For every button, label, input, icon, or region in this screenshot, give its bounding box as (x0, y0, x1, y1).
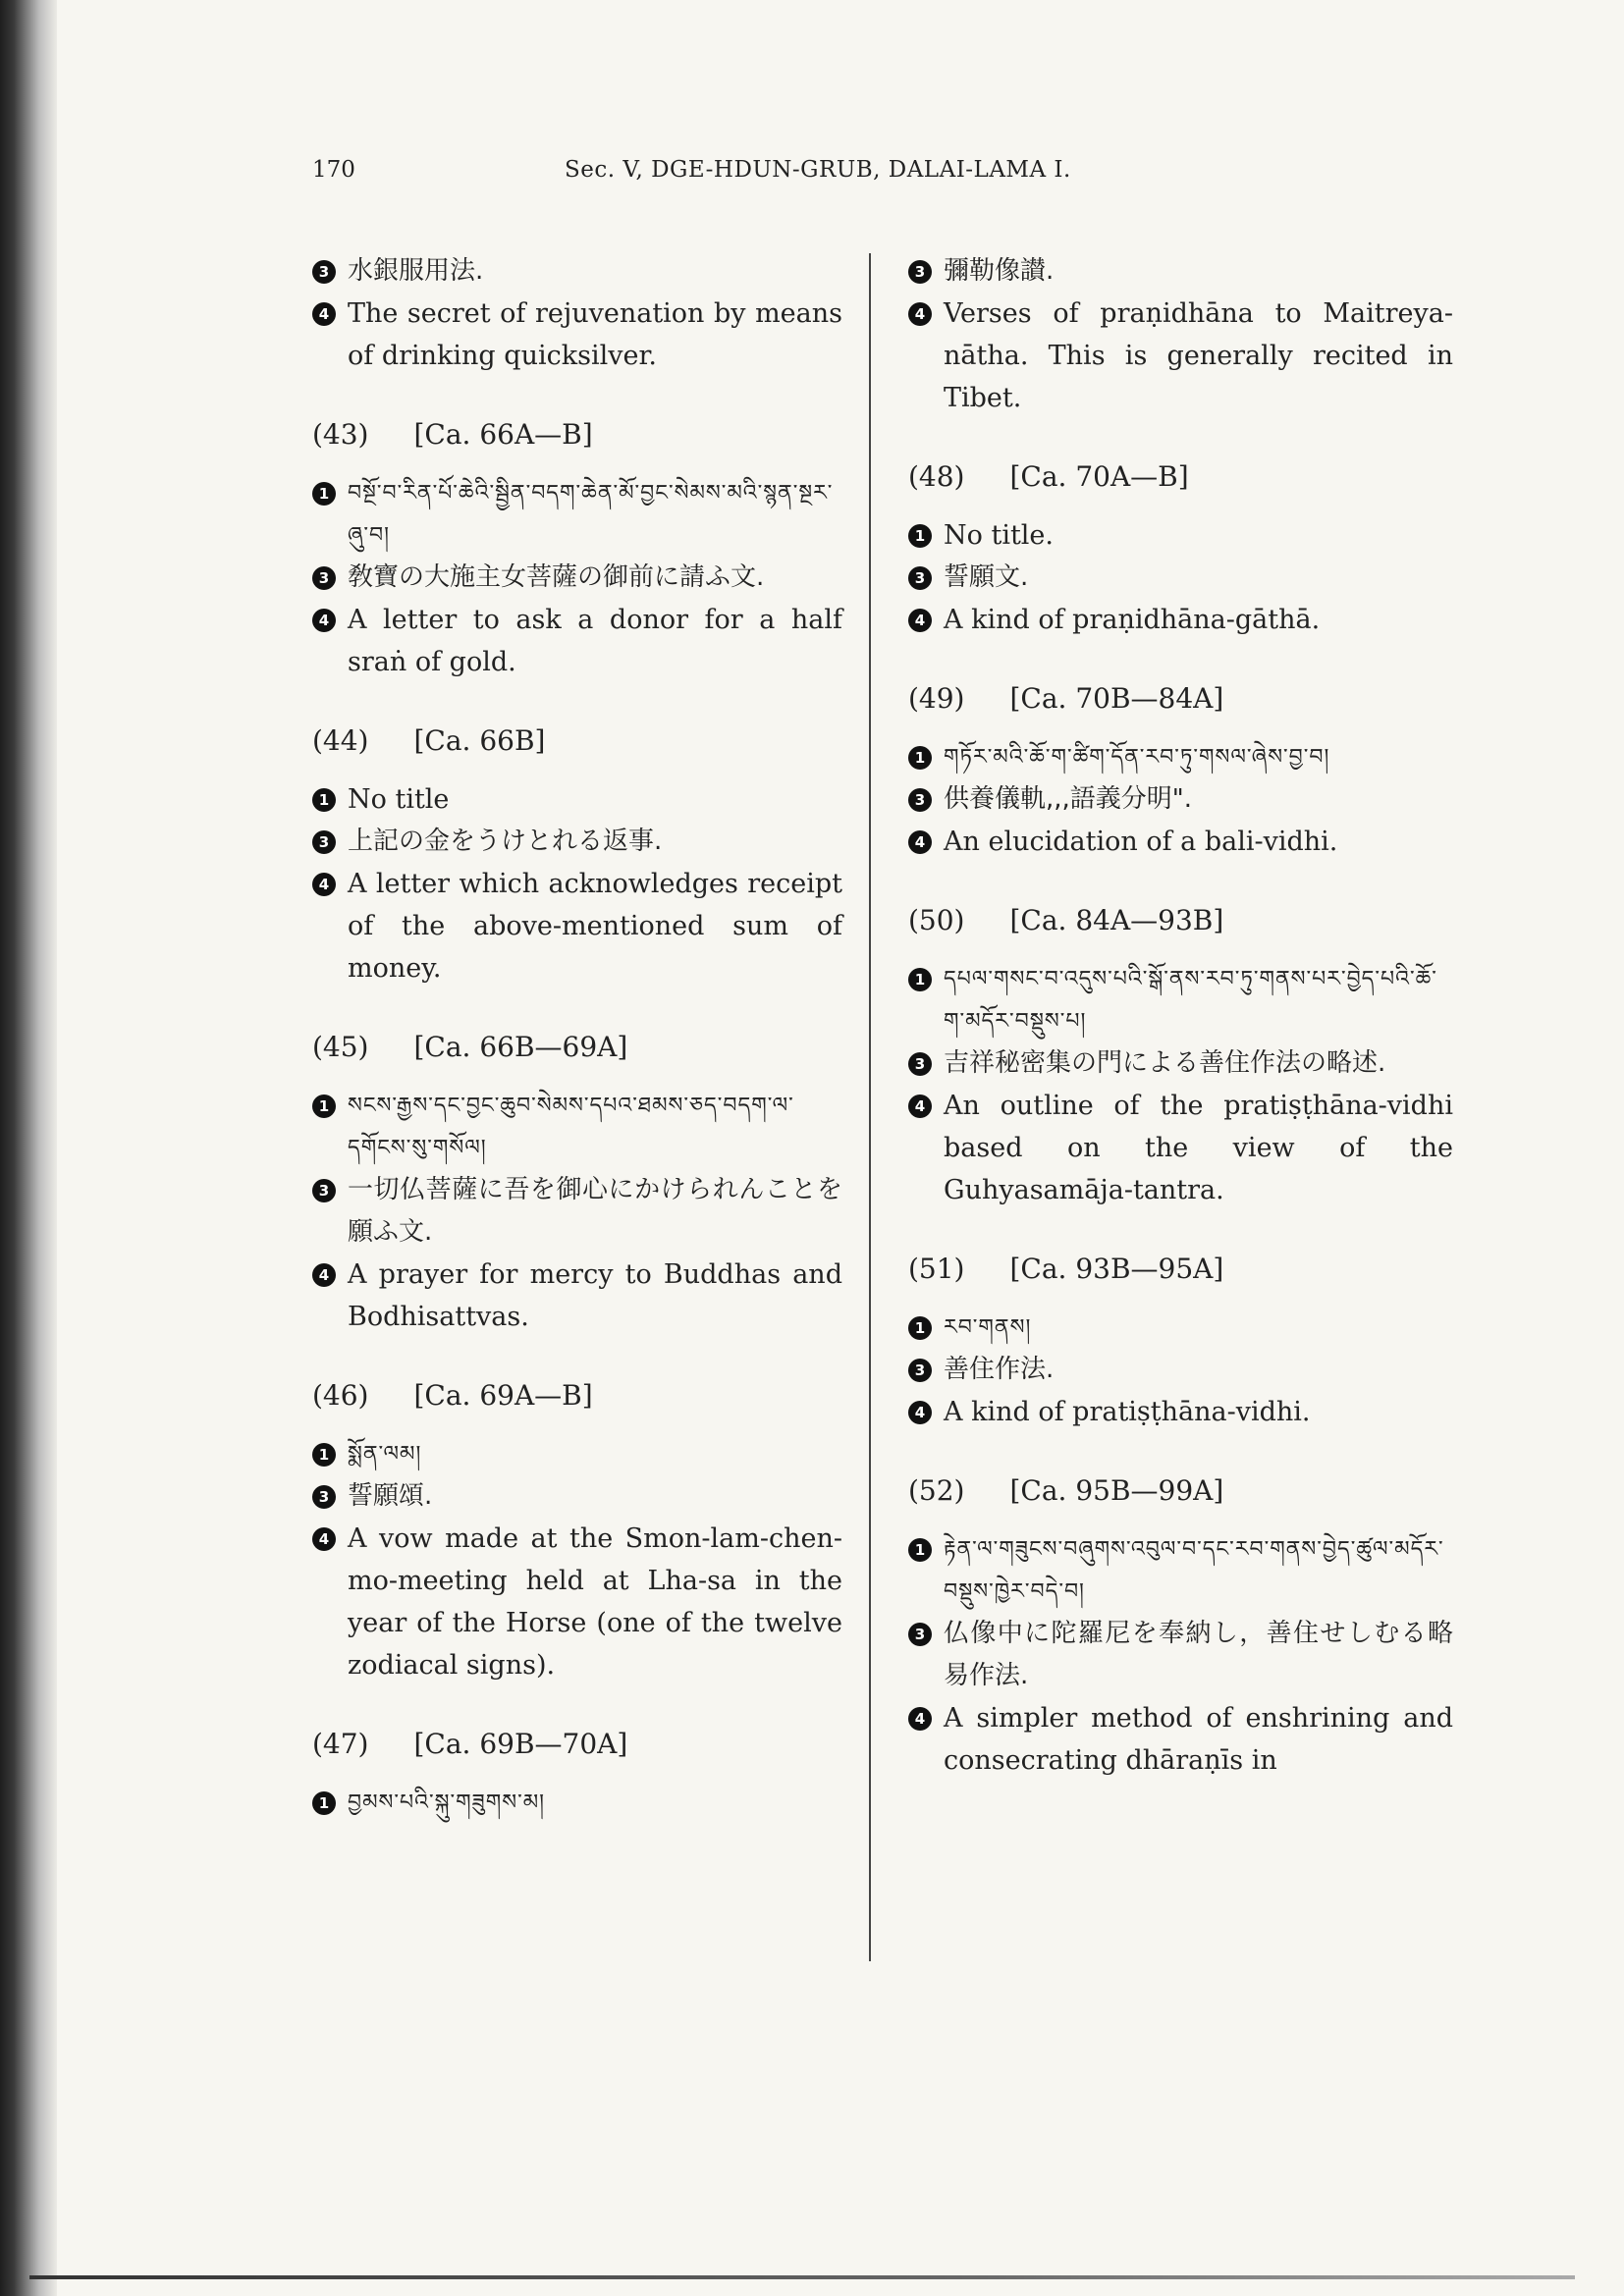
entry-50 (908, 904, 1453, 1211)
marker-3-icon: 3 (908, 1359, 932, 1382)
entry-number: (46) (312, 1379, 369, 1412)
tibetan-title-line: 1 དཔལ་གསང་བ་འདུས་པའི་སྒོ་ནས་རབ་ཏུ་གནས་པར་བྱེད་པའི་ཆོ་ག་མདོར་བསྡུས་པ། (908, 958, 1453, 1042)
right-column (908, 250, 1453, 1782)
marker-1-icon: 1 (312, 1443, 336, 1467)
running-head: Sec. V, DGE-HDUN-GRUB, DALAI-LAMA I. (565, 157, 1071, 183)
japanese-line: 3 誓願頌. (312, 1475, 842, 1518)
marker-1-icon: 1 (312, 788, 336, 812)
entry-heading (312, 1728, 842, 1760)
entry-47 (312, 1728, 842, 1824)
entry-reference: [Ca. 95B—99A] (1009, 1474, 1224, 1507)
marker-3-icon: 3 (908, 566, 932, 590)
marker-3-icon: 3 (312, 830, 336, 854)
entry-reference: [Ca. 70A—B] (1009, 460, 1189, 493)
entry-reference: [Ca. 69A—B] (413, 1379, 593, 1412)
entry-heading (908, 1253, 1453, 1285)
english-line: 4 A prayer for mercy to Buddhas and Bodhisattvas. (312, 1254, 842, 1338)
entry-heading (908, 904, 1453, 936)
marker-4-icon: 4 (312, 302, 336, 326)
page-number: 170 (312, 157, 355, 183)
tibetan-title-line: 1 སྨོན་ལམ། (312, 1433, 842, 1475)
entry-number: (50) (908, 904, 965, 936)
english-line: 4 A simpler method of enshrining and consecrating dhāraṇīs in (908, 1697, 1453, 1782)
marker-1-icon: 1 (908, 1538, 932, 1562)
tibetan-title-line: 1 བསྔོ་བ་རིན་པོ་ཆེའི་སྦྱིན་བདག་ཆེན་མོ་བྱང་སེམས་མའི་སྙན་སྔར་ཞུ་བ། (312, 472, 842, 557)
entry-heading (312, 1379, 842, 1412)
marker-1-icon: 1 (312, 1095, 336, 1118)
marker-3-icon: 3 (908, 260, 932, 284)
japanese-line: 3 誓願文. (908, 557, 1453, 599)
entry-number: (47) (312, 1728, 369, 1760)
entry-reference: [Ca. 93B—95A] (1009, 1253, 1224, 1285)
entry-number: (49) (908, 682, 965, 715)
entry-number: (44) (312, 724, 369, 757)
marker-1-icon: 1 (908, 524, 932, 548)
entry-43 (312, 418, 842, 683)
marker-3-icon: 3 (908, 1623, 932, 1646)
entry-reference: [Ca. 66B—69A] (413, 1031, 628, 1063)
entry-51 (908, 1253, 1453, 1433)
entry-heading (908, 682, 1453, 715)
marker-4-icon: 4 (312, 1527, 336, 1551)
marker-4-icon: 4 (908, 1401, 932, 1424)
left-column (312, 250, 842, 1824)
english-line: 4 A kind of pratiṣṭhāna-vidhi. (908, 1391, 1453, 1433)
marker-3-icon: 3 (312, 1179, 336, 1202)
marker-4-icon: 4 (908, 302, 932, 326)
entry-number: (43) (312, 418, 369, 451)
entry-48 (908, 460, 1453, 641)
book-spine-shadow (0, 0, 57, 2296)
marker-1-icon: 1 (312, 482, 336, 506)
marker-4-icon: 4 (908, 1707, 932, 1731)
english-line: 4 The secret of rejuvenation by means of drinking quicksilver. (312, 293, 842, 377)
entry-heading (312, 418, 842, 451)
entry-46 (312, 1379, 842, 1686)
tibetan-title-line: 1 རབ་གནས། (908, 1307, 1453, 1349)
entry-reference: [Ca. 70B—84A] (1009, 682, 1224, 715)
entry-number: (48) (908, 460, 965, 493)
japanese-line: 3 供養儀軌,,,語義分明". (908, 778, 1453, 821)
title-line: 1 No title. (908, 514, 1453, 557)
marker-4-icon: 4 (312, 1263, 336, 1287)
japanese-line: 3 善住作法. (908, 1349, 1453, 1391)
entry-number: (45) (312, 1031, 369, 1063)
entry-44 (312, 724, 842, 989)
entry-reference: [Ca. 66B] (413, 724, 546, 757)
entry-45 (312, 1031, 842, 1338)
entry-reference: [Ca. 69B—70A] (413, 1728, 628, 1760)
marker-4-icon: 4 (908, 609, 932, 632)
entry-49 (908, 682, 1453, 863)
english-line: 4 A vow made at the Smon-lam-chen-mo-meeting held at Lha-sa in the year of the Horse (one of the twelve zodiacal signs). (312, 1518, 842, 1686)
entry-number: (52) (908, 1474, 965, 1507)
japanese-line: 3 敎寶の大施主女菩薩の御前に請ふ文. (312, 557, 842, 599)
japanese-line: 3 仏像中に陀羅尼を奉納し，善住せしむる略易作法. (908, 1613, 1453, 1697)
marker-4-icon: 4 (908, 830, 932, 854)
english-line: 4 An outline of the pratiṣṭhāna-vidhi based on the view of the Guhyasamāja-tantra. (908, 1085, 1453, 1211)
entry-continued (908, 250, 1453, 419)
column-divider (869, 253, 871, 1961)
english-line: 4 An elucidation of a bali-vidhi. (908, 821, 1453, 863)
entry-reference: [Ca. 66A—B] (413, 418, 593, 451)
entry-heading (312, 724, 842, 757)
japanese-line: 3 吉祥秘密集の門による善住作法の略述. (908, 1042, 1453, 1085)
tibetan-title-line: 1 རྟེན་ལ་གཟུངས་བཞུགས་འབུལ་བ་དང་རབ་གནས་བྱེད་ཚུལ་མདོར་བསྡུས་ཁྱེར་བདེ་བ། (908, 1528, 1453, 1613)
marker-1-icon: 1 (908, 968, 932, 991)
tibetan-title-line: 1 སངས་རྒྱས་དང་བྱང་ཆུབ་སེམས་དཔའ་ཐམས་ཅད་བདག་ལ་དགོངས་སུ་གསོལ། (312, 1085, 842, 1169)
entry-heading (908, 1474, 1453, 1507)
japanese-line: 3 上記の金をうけとれる返事. (312, 821, 842, 863)
marker-1-icon: 1 (312, 1791, 336, 1815)
entry-52 (908, 1474, 1453, 1782)
tibetan-title-line: 1 གཏོར་མའི་ཆོ་ག་ཚིག་དོན་རབ་ཏུ་གསལ་ཞེས་བྱ་བ། (908, 736, 1453, 778)
entry-heading (312, 1031, 842, 1063)
page-bottom-edge (29, 2275, 1575, 2279)
entry-continued (312, 250, 842, 377)
marker-1-icon: 1 (908, 1316, 932, 1340)
marker-3-icon: 3 (908, 788, 932, 812)
marker-3-icon: 3 (312, 566, 336, 590)
marker-4-icon: 4 (312, 609, 336, 632)
english-line: 4 Verses of praṇidhāna to Maitreya-nātha. This is generally recited in Tibet. (908, 293, 1453, 419)
entry-heading (908, 460, 1453, 493)
marker-4-icon: 4 (312, 873, 336, 896)
english-line: 4 A letter to ask a donor for a half sraṅ of gold. (312, 599, 842, 683)
marker-4-icon: 4 (908, 1095, 932, 1118)
marker-3-icon: 3 (312, 260, 336, 284)
english-line: 4 A letter which acknowledges receipt of the above-mentioned sum of money. (312, 863, 842, 989)
tibetan-title-line: 1 བྱམས་པའི་སྐུ་གཟུགས་མ། (312, 1782, 842, 1824)
marker-3-icon: 3 (312, 1485, 336, 1509)
marker-3-icon: 3 (908, 1052, 932, 1076)
japanese-line: 3 彌勒像讃. (908, 250, 1453, 293)
title-line: 1 No title (312, 778, 842, 821)
marker-1-icon: 1 (908, 746, 932, 770)
entry-reference: [Ca. 84A—93B] (1009, 904, 1224, 936)
english-line: 4 A kind of praṇidhāna-gāthā. (908, 599, 1453, 641)
entry-number: (51) (908, 1253, 965, 1285)
japanese-line: 3 水銀服用法. (312, 250, 842, 293)
japanese-line: 3 一切仏菩薩に吾を御心にかけられんことを願ふ文. (312, 1169, 842, 1254)
